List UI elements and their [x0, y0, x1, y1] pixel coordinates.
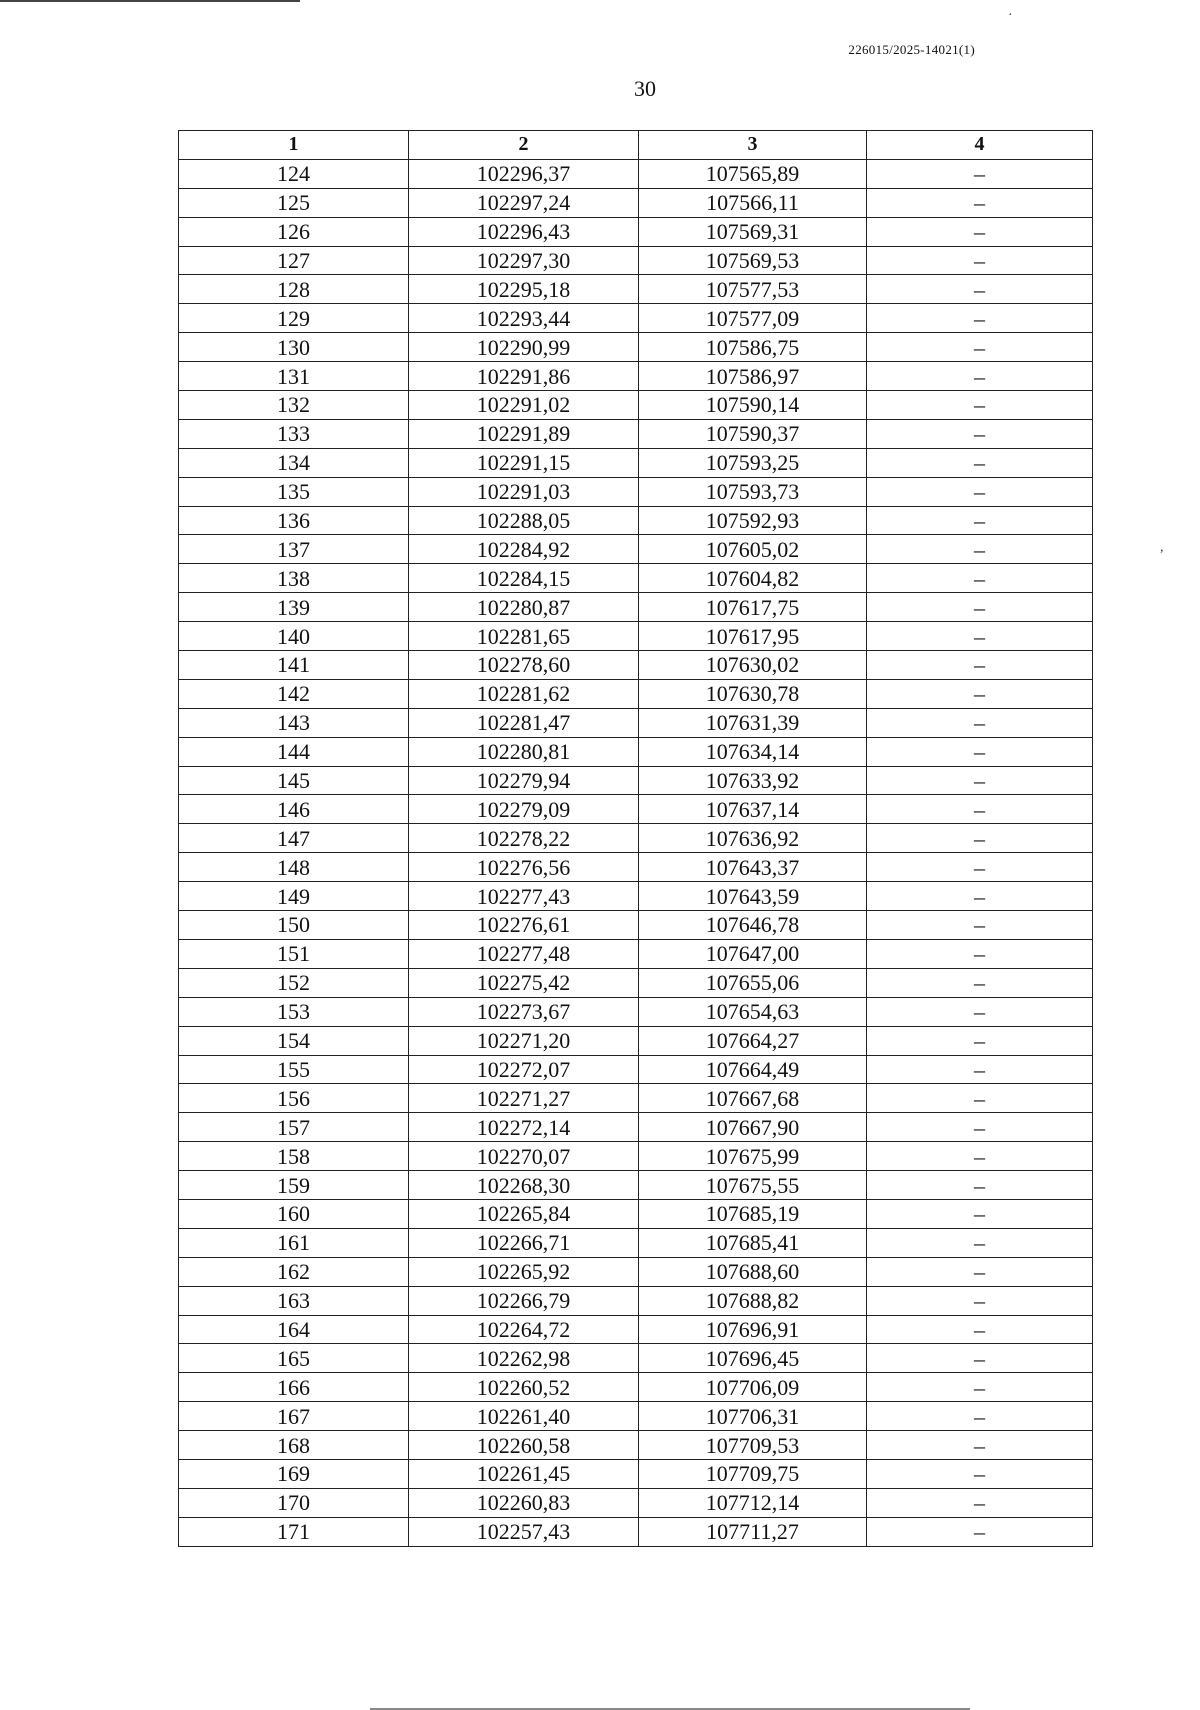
table-cell: 124: [179, 159, 409, 188]
table-cell: 171: [179, 1517, 409, 1546]
table-row: [179, 448, 1093, 477]
table-row: [179, 1459, 1093, 1488]
table-cell: 107577,09: [639, 304, 867, 333]
table-cell: –: [867, 1315, 1093, 1344]
table-cell: 139: [179, 593, 409, 622]
table-cell: 131: [179, 362, 409, 391]
table-cell: 132: [179, 391, 409, 420]
table-cell: 107593,73: [639, 477, 867, 506]
table-cell: 128: [179, 275, 409, 304]
table-cell: 151: [179, 939, 409, 968]
table-cell: 107637,14: [639, 795, 867, 824]
column-header: 3: [639, 131, 867, 160]
table-cell: 102277,43: [409, 882, 639, 911]
table-row: [179, 882, 1093, 911]
table-cell: 126: [179, 217, 409, 246]
table-row: [179, 968, 1093, 997]
table-row: [179, 1517, 1093, 1546]
table-cell: 107712,14: [639, 1488, 867, 1517]
table-body: [179, 159, 1093, 1546]
table-row: [179, 1228, 1093, 1257]
table-row: [179, 1315, 1093, 1344]
table-row: [179, 795, 1093, 824]
table-row: [179, 1286, 1093, 1315]
table-cell: 107655,06: [639, 968, 867, 997]
table-cell: 135: [179, 477, 409, 506]
table-cell: –: [867, 535, 1093, 564]
table-cell: 102291,03: [409, 477, 639, 506]
table-cell: 102281,62: [409, 679, 639, 708]
table-cell: 107617,95: [639, 622, 867, 651]
table-row: [179, 1084, 1093, 1113]
table-row: [179, 419, 1093, 448]
table-cell: 102275,42: [409, 968, 639, 997]
table-row: [179, 911, 1093, 940]
table-cell: 107643,37: [639, 853, 867, 882]
table-cell: –: [867, 1286, 1093, 1315]
table-cell: 107709,75: [639, 1459, 867, 1488]
table-row: [179, 824, 1093, 853]
table-cell: –: [867, 1171, 1093, 1200]
table-cell: 167: [179, 1402, 409, 1431]
page-number: 30: [634, 76, 656, 101]
table-cell: 102265,92: [409, 1257, 639, 1286]
table-row: [179, 939, 1093, 968]
table-cell: –: [867, 911, 1093, 940]
table-cell: –: [867, 853, 1093, 882]
table-cell: 145: [179, 766, 409, 795]
table-cell: –: [867, 679, 1093, 708]
table-cell: 102261,45: [409, 1459, 639, 1488]
table-cell: –: [867, 1488, 1093, 1517]
table-cell: 161: [179, 1228, 409, 1257]
table-cell: 102288,05: [409, 506, 639, 535]
table-cell: 160: [179, 1199, 409, 1228]
stray-dot-mark: ·: [1008, 8, 1013, 23]
table-cell: 107706,31: [639, 1402, 867, 1431]
table-cell: 157: [179, 1113, 409, 1142]
table-row: [179, 1142, 1093, 1171]
table-row: [179, 1199, 1093, 1228]
table-cell: 107646,78: [639, 911, 867, 940]
table-cell: 102276,61: [409, 911, 639, 940]
table-cell: 107711,27: [639, 1517, 867, 1546]
table-cell: 152: [179, 968, 409, 997]
table-cell: 153: [179, 997, 409, 1026]
top-scan-rule: [0, 0, 300, 2]
table-cell: 147: [179, 824, 409, 853]
table-cell: –: [867, 1055, 1093, 1084]
table-cell: 102279,09: [409, 795, 639, 824]
table-cell: 107590,14: [639, 391, 867, 420]
table-row: [179, 1113, 1093, 1142]
table-row: [179, 1171, 1093, 1200]
table-cell: 102271,27: [409, 1084, 639, 1113]
table-cell: 107593,25: [639, 448, 867, 477]
table-cell: 102260,52: [409, 1373, 639, 1402]
table-cell: –: [867, 1517, 1093, 1546]
table-cell: 107604,82: [639, 564, 867, 593]
table-cell: 148: [179, 853, 409, 882]
table-cell: 102260,58: [409, 1431, 639, 1460]
table-cell: 107605,02: [639, 535, 867, 564]
table-cell: 102265,84: [409, 1199, 639, 1228]
table-cell: 170: [179, 1488, 409, 1517]
table-cell: 107664,27: [639, 1026, 867, 1055]
table-cell: 102264,72: [409, 1315, 639, 1344]
table-cell: 107667,68: [639, 1084, 867, 1113]
table-cell: 107647,00: [639, 939, 867, 968]
table-cell: 107709,53: [639, 1431, 867, 1460]
table-cell: 107569,53: [639, 246, 867, 275]
table-cell: 102278,60: [409, 651, 639, 680]
table-cell: 102291,02: [409, 391, 639, 420]
column-header: 1: [179, 131, 409, 160]
table-cell: 107654,63: [639, 997, 867, 1026]
table-cell: –: [867, 882, 1093, 911]
table-cell: –: [867, 1344, 1093, 1373]
table-cell: 107688,82: [639, 1286, 867, 1315]
table-cell: 102266,71: [409, 1228, 639, 1257]
table-cell: 102296,43: [409, 217, 639, 246]
table-cell: –: [867, 1113, 1093, 1142]
table-cell: –: [867, 1026, 1093, 1055]
table-cell: –: [867, 766, 1093, 795]
table-cell: 163: [179, 1286, 409, 1315]
table-cell: 107565,89: [639, 159, 867, 188]
table-cell: 107590,37: [639, 419, 867, 448]
table-cell: 102297,24: [409, 188, 639, 217]
table-cell: 107696,91: [639, 1315, 867, 1344]
table-cell: –: [867, 1228, 1093, 1257]
table-cell: 102266,79: [409, 1286, 639, 1315]
table-row: [179, 564, 1093, 593]
table-cell: 107675,99: [639, 1142, 867, 1171]
table-cell: –: [867, 217, 1093, 246]
table-cell: 102262,98: [409, 1344, 639, 1373]
table-cell: –: [867, 795, 1093, 824]
table-cell: 107636,92: [639, 824, 867, 853]
stray-tick-mark: ,: [1160, 540, 1164, 555]
table-cell: 107643,59: [639, 882, 867, 911]
table-cell: 155: [179, 1055, 409, 1084]
table-cell: –: [867, 1431, 1093, 1460]
table-cell: 154: [179, 1026, 409, 1055]
table-cell: 162: [179, 1257, 409, 1286]
table-cell: 107586,75: [639, 333, 867, 362]
table-row: [179, 304, 1093, 333]
table-cell: 130: [179, 333, 409, 362]
table-cell: 102268,30: [409, 1171, 639, 1200]
table-cell: 102278,22: [409, 824, 639, 853]
table-cell: 133: [179, 419, 409, 448]
table-cell: 102277,48: [409, 939, 639, 968]
table-row: [179, 1431, 1093, 1460]
table-row: [179, 1373, 1093, 1402]
table-cell: 149: [179, 882, 409, 911]
table-cell: –: [867, 968, 1093, 997]
table-cell: 146: [179, 795, 409, 824]
table-cell: –: [867, 506, 1093, 535]
table-row: [179, 362, 1093, 391]
table-row: [179, 188, 1093, 217]
table-cell: –: [867, 419, 1093, 448]
table-cell: 102272,14: [409, 1113, 639, 1142]
table-cell: –: [867, 651, 1093, 680]
table-cell: –: [867, 939, 1093, 968]
table-cell: 102281,47: [409, 708, 639, 737]
column-header: 2: [409, 131, 639, 160]
table-cell: 125: [179, 188, 409, 217]
table-cell: 165: [179, 1344, 409, 1373]
table-cell: 150: [179, 911, 409, 940]
table-cell: 107685,19: [639, 1199, 867, 1228]
table-cell: –: [867, 824, 1093, 853]
table-cell: –: [867, 708, 1093, 737]
table-cell: 102291,86: [409, 362, 639, 391]
table-cell: 107696,45: [639, 1344, 867, 1373]
table-cell: 107630,02: [639, 651, 867, 680]
coordinates-table: [178, 130, 1093, 1547]
table-row: [179, 159, 1093, 188]
table-cell: 102270,07: [409, 1142, 639, 1171]
table-cell: 134: [179, 448, 409, 477]
table-cell: 107685,41: [639, 1228, 867, 1257]
table-row: [179, 1026, 1093, 1055]
table-cell: 158: [179, 1142, 409, 1171]
table-cell: 102290,99: [409, 333, 639, 362]
table-cell: –: [867, 1199, 1093, 1228]
table-cell: –: [867, 1459, 1093, 1488]
table-cell: 102293,44: [409, 304, 639, 333]
table-cell: 102280,81: [409, 737, 639, 766]
table-cell: 159: [179, 1171, 409, 1200]
table-cell: –: [867, 622, 1093, 651]
table-row: [179, 1488, 1093, 1517]
table-cell: –: [867, 275, 1093, 304]
table-row: [179, 737, 1093, 766]
table-cell: 166: [179, 1373, 409, 1402]
table-cell: 144: [179, 737, 409, 766]
table-cell: 137: [179, 535, 409, 564]
table-cell: 107631,39: [639, 708, 867, 737]
table-cell: 107617,75: [639, 593, 867, 622]
table-cell: 102297,30: [409, 246, 639, 275]
table-row: [179, 217, 1093, 246]
table-cell: 102291,15: [409, 448, 639, 477]
table-row: [179, 853, 1093, 882]
table-cell: 102272,07: [409, 1055, 639, 1084]
table-cell: –: [867, 188, 1093, 217]
table-cell: –: [867, 448, 1093, 477]
table-cell: 107633,92: [639, 766, 867, 795]
table-cell: 129: [179, 304, 409, 333]
table-cell: –: [867, 159, 1093, 188]
table-cell: 102257,43: [409, 1517, 639, 1546]
table-cell: 102271,20: [409, 1026, 639, 1055]
table-cell: 136: [179, 506, 409, 535]
table-row: [179, 1344, 1093, 1373]
table-cell: –: [867, 333, 1093, 362]
table-row: [179, 506, 1093, 535]
table-cell: 102291,89: [409, 419, 639, 448]
table-cell: –: [867, 564, 1093, 593]
table-cell: 107586,97: [639, 362, 867, 391]
table-row: [179, 275, 1093, 304]
table-cell: –: [867, 304, 1093, 333]
table-cell: 169: [179, 1459, 409, 1488]
table-cell: 102284,92: [409, 535, 639, 564]
table-cell: –: [867, 362, 1093, 391]
table-row: [179, 622, 1093, 651]
table-cell: 140: [179, 622, 409, 651]
table-cell: 107688,60: [639, 1257, 867, 1286]
table-row: [179, 651, 1093, 680]
table-cell: 102280,87: [409, 593, 639, 622]
table-cell: 143: [179, 708, 409, 737]
table-row: [179, 1257, 1093, 1286]
table-cell: –: [867, 1402, 1093, 1431]
table-row: [179, 708, 1093, 737]
table-cell: 107577,53: [639, 275, 867, 304]
table-cell: 107664,49: [639, 1055, 867, 1084]
table-cell: –: [867, 997, 1093, 1026]
table-row: [179, 1055, 1093, 1084]
table-cell: –: [867, 593, 1093, 622]
table-cell: 102281,65: [409, 622, 639, 651]
table-cell: 102296,37: [409, 159, 639, 188]
table-cell: –: [867, 1257, 1093, 1286]
table-row: [179, 477, 1093, 506]
table-cell: –: [867, 1142, 1093, 1171]
table-cell: –: [867, 1084, 1093, 1113]
table-header-row: [179, 131, 1093, 160]
table-row: [179, 391, 1093, 420]
table-cell: 168: [179, 1431, 409, 1460]
table-cell: 107706,09: [639, 1373, 867, 1402]
table-row: [179, 593, 1093, 622]
table-cell: 142: [179, 679, 409, 708]
table-cell: 107592,93: [639, 506, 867, 535]
table-row: [179, 679, 1093, 708]
column-header: 4: [867, 131, 1093, 160]
table-row: [179, 246, 1093, 275]
table-cell: 102273,67: [409, 997, 639, 1026]
table-cell: 102260,83: [409, 1488, 639, 1517]
table-cell: 138: [179, 564, 409, 593]
table-cell: 164: [179, 1315, 409, 1344]
table-cell: –: [867, 477, 1093, 506]
table-cell: 102279,94: [409, 766, 639, 795]
table-cell: –: [867, 246, 1093, 275]
table-cell: 102284,15: [409, 564, 639, 593]
table-cell: 141: [179, 651, 409, 680]
table-cell: 107634,14: [639, 737, 867, 766]
table-row: [179, 535, 1093, 564]
table-row: [179, 766, 1093, 795]
document-number: 226015/2025-14021(1): [848, 42, 975, 57]
table-cell: 127: [179, 246, 409, 275]
table-cell: 107566,11: [639, 188, 867, 217]
table-cell: 102295,18: [409, 275, 639, 304]
table-cell: 107675,55: [639, 1171, 867, 1200]
table-cell: 102261,40: [409, 1402, 639, 1431]
table-row: [179, 1402, 1093, 1431]
table-cell: 107569,31: [639, 217, 867, 246]
table-row: [179, 997, 1093, 1026]
table-cell: 156: [179, 1084, 409, 1113]
table-cell: –: [867, 391, 1093, 420]
table-row: [179, 333, 1093, 362]
table-cell: –: [867, 1373, 1093, 1402]
table-cell: 107667,90: [639, 1113, 867, 1142]
table-cell: –: [867, 737, 1093, 766]
table-cell: 107630,78: [639, 679, 867, 708]
table-cell: 102276,56: [409, 853, 639, 882]
